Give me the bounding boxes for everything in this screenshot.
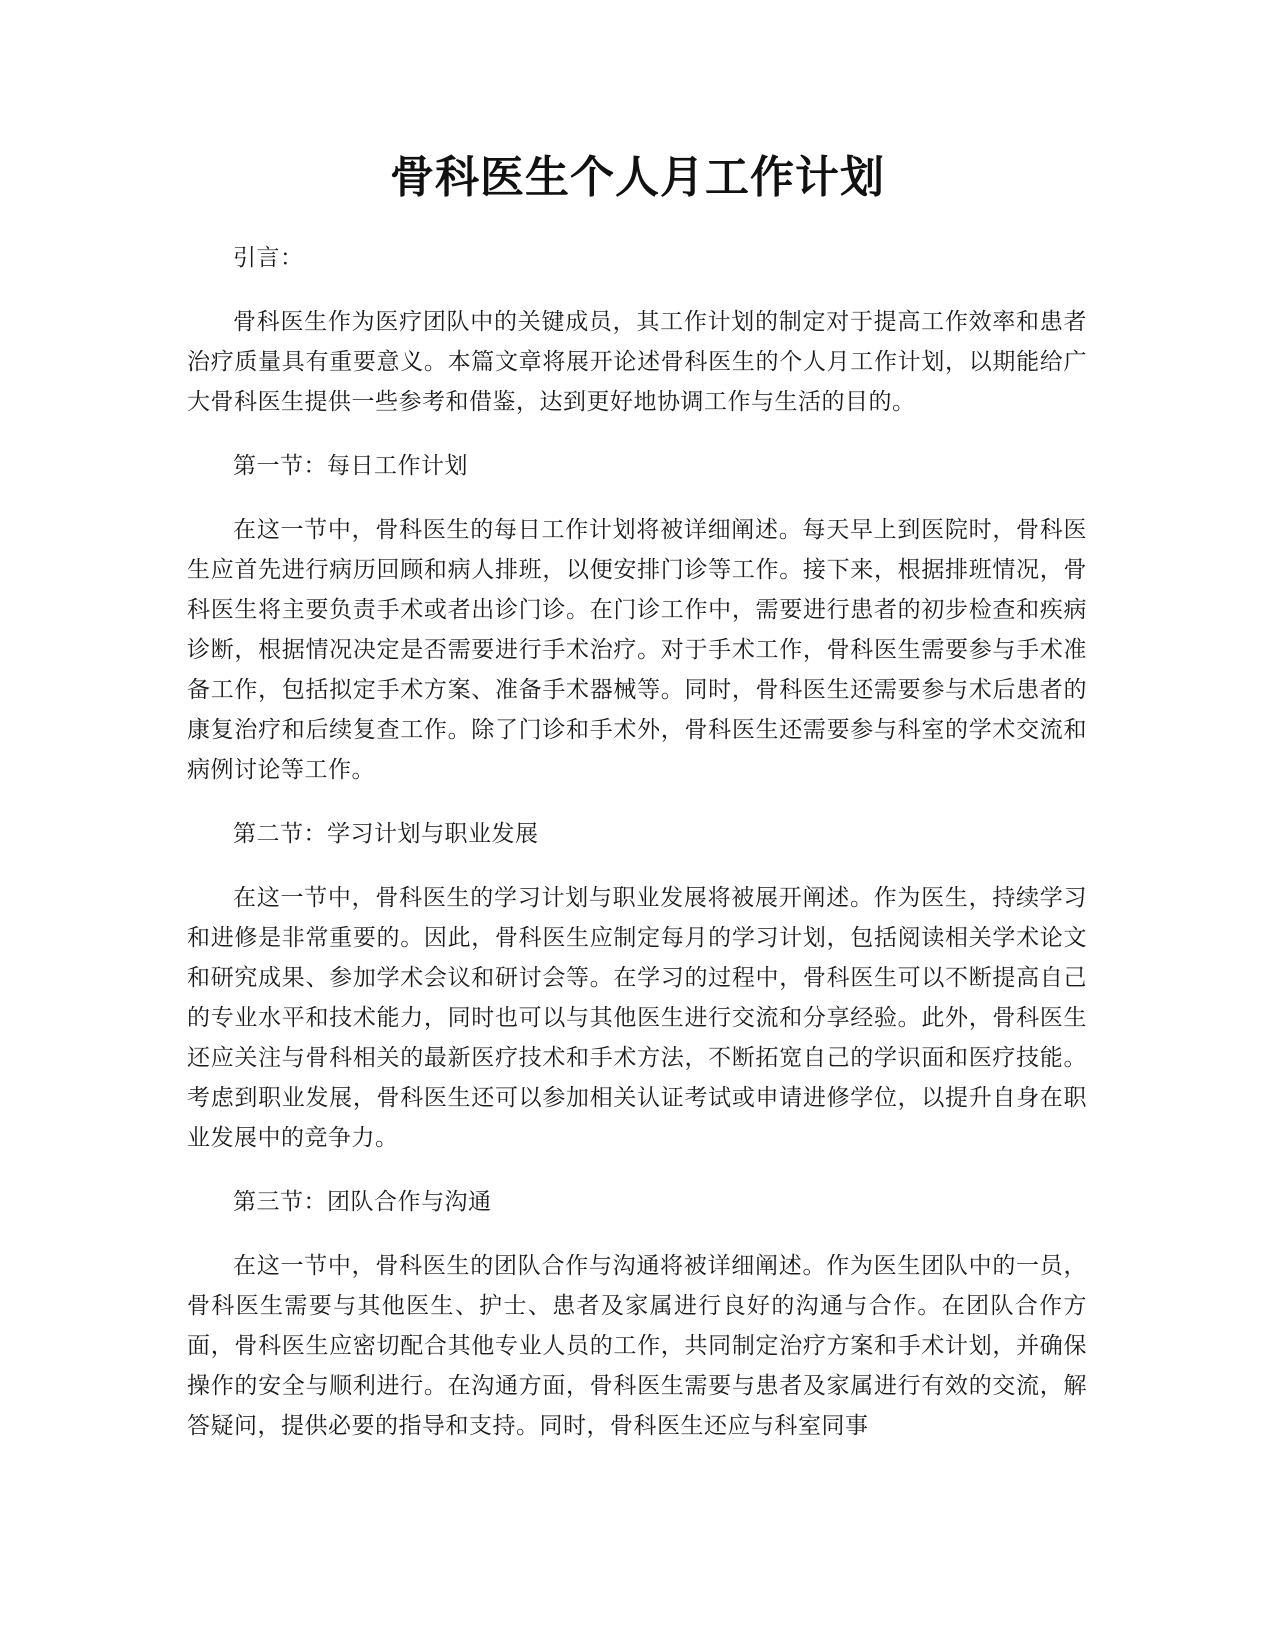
document-body xyxy=(187,238,1087,1470)
intro-heading: 引言： xyxy=(233,245,304,271)
section-2-paragraph: 在这一节中，骨科医生的学习计划与职业发展将被展开阐述。作为医生，持续学习和进修是非常重要的。因此，骨科医生应制定每月的学习计划，包括阅读相关学术论文和研究成果、参加学术会议和研讨会等。在学习的过程中，骨科医生可以不断提高自己的专业水平和技术能力，同时也可以与其他医生进行交流和分享经验。此外，骨科医生还应关注与骨科相关的最新医疗技术和手术方法，不断拓宽自己的学识面和医疗技能。考虑到职业发展，骨科医生还可以参加相关认证考试或申请进修学位，以提升自身在职业发展中的竞争力。 xyxy=(187,885,1087,1151)
intro-paragraph: 骨科医生作为医疗团队中的关键成员，其工作计划的制定对于提高工作效率和患者治疗质量具有重要意义。本篇文章将展开论述骨科医生的个人月工作计划，以期能给广大骨科医生提供一些参考和借鉴，达到更好地协调工作与生活的目的。 xyxy=(187,309,1087,415)
section-1-paragraph: 在这一节中，骨科医生的每日工作计划将被详细阐述。每天早上到医院时，骨科医生应首先进行病历回顾和病人排班，以便安排门诊等工作。接下来，根据排班情况，骨科医生将主要负责手术或者出诊门诊。在门诊工作中，需要进行患者的初步检查和疾病诊断，根据情况决定是否需要进行手术治疗。对于手术工作，骨科医生需要参与手术准备工作，包括拟定手术方案、准备手术器械等。同时，骨科医生还需要参与术后患者的康复治疗和后续复查工作。除了门诊和手术外，骨科医生还需要参与科室的学术交流和病例讨论等工作。 xyxy=(187,517,1087,783)
section-1-heading: 第一节：每日工作计划 xyxy=(233,453,468,479)
document-title: 骨科医生个人月工作计划 xyxy=(390,152,885,203)
section-3-heading: 第三节：团队合作与沟通 xyxy=(233,1189,492,1215)
section-3-paragraph: 在这一节中，骨科医生的团队合作与沟通将被详细阐述。作为医生团队中的一员，骨科医生需要与其他医生、护士、患者及家属进行良好的沟通与合作。在团队合作方面，骨科医生应密切配合其他专业人员的工作，共同制定治疗方案和手术计划，并确保操作的安全与顺利进行。在沟通方面，骨科医生需要与患者及家属进行有效的交流，解答疑问，提供必要的指导和支持。同时，骨科医生还应与科室同事 xyxy=(187,1253,1087,1439)
section-2-heading: 第二节：学习计划与职业发展 xyxy=(233,821,539,847)
